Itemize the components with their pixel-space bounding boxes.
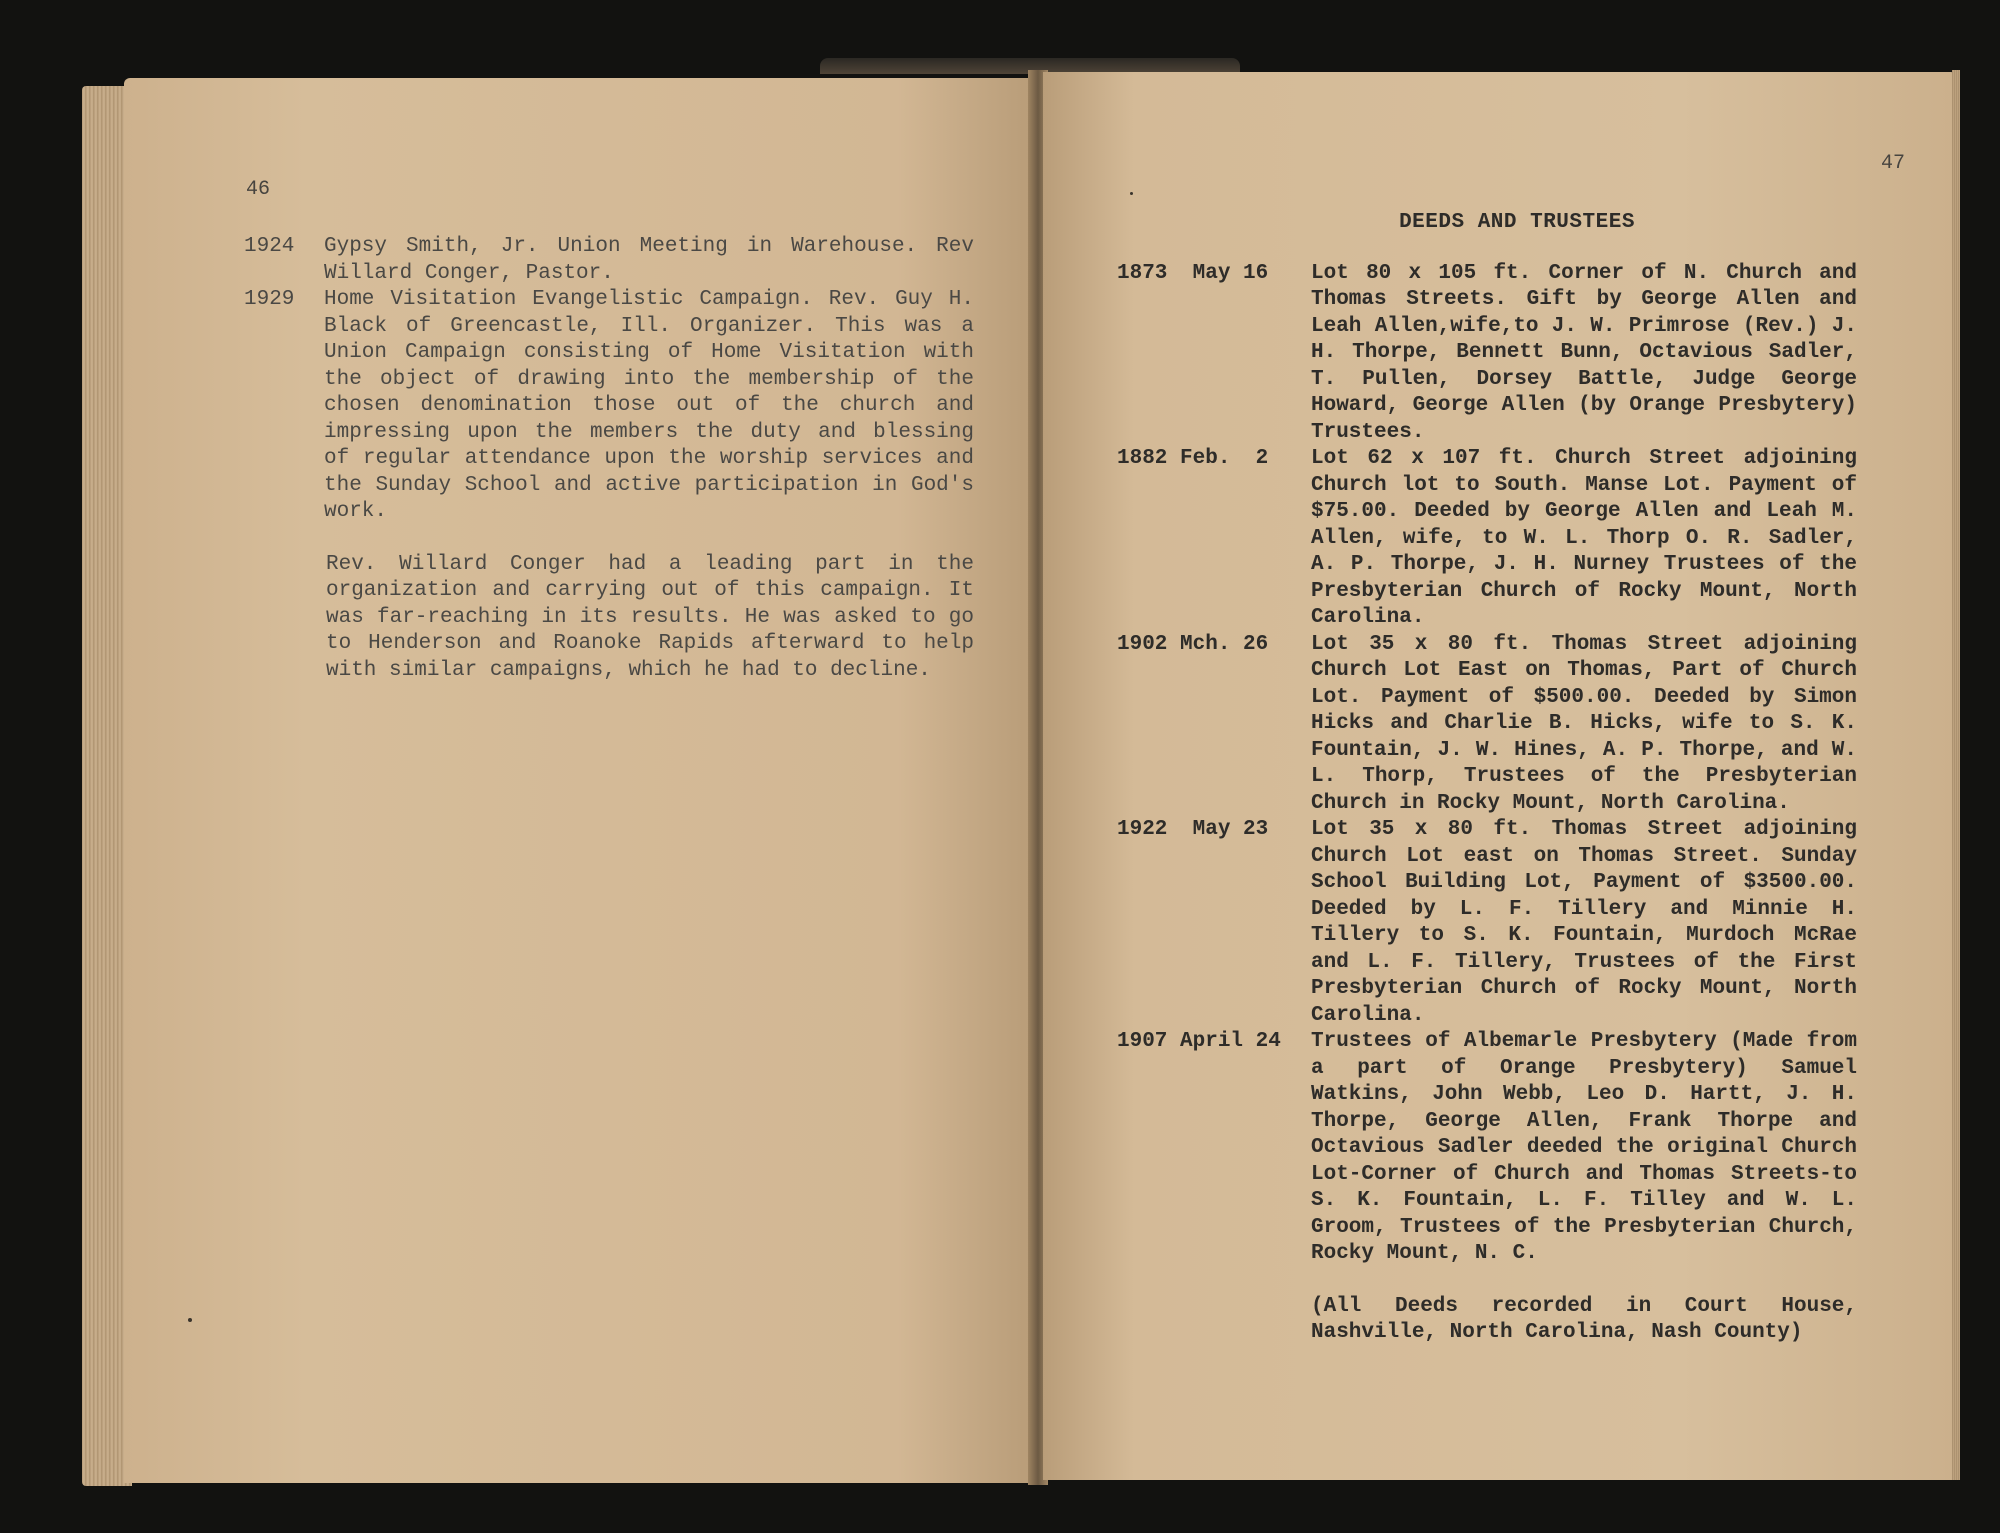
history-entry — [244, 287, 974, 526]
page-number: 46 — [246, 178, 271, 201]
deed-date: 1873 May 16 — [1117, 261, 1269, 285]
conger-paragraph: Rev. Willard Conger had a leading part in the organization and carrying out of this campaign. It was far-reaching in its results. He was asked to go to Henderson and Roanoke Rapids afterward to help with similar campaigns, which he had to decline. — [326, 552, 974, 682]
entry-year: 1929 — [244, 288, 295, 311]
deed-text: Lot 62 x 107 ft. Church Street adjoining Church lot to South. Manse Lot. Payment of $75.00. Deeded by George Allen and Leah M. Allen, wife, to W. L. Thorp O. R. Sadler, A. P. Thorpe, J. H. Nurney Trustees of the Presbyterian Church of Rocky Mount, North Carolina. — [1311, 447, 1857, 629]
right-page — [1043, 72, 1955, 1480]
deed-date: 1902 Mch. 26 — [1117, 632, 1269, 656]
history-entry — [244, 234, 974, 287]
deed-text: Trustees of Albemarle Presbytery (Made from a part of Orange Presbytery) Samuel Watkins, John Webb, Leo D. Hartt, J. H. Thorpe, George Allen, Frank Thorpe and Octavious Sadler deeded the original Church Lot-Corner of Church and Thomas Streets-to S. K. Fountain, L. F. Tilley and W. L. Groom, Trustees of the Presbyterian Church, Rocky Mount, N. C. — [1311, 1030, 1857, 1265]
section-heading: DEEDS AND TRUSTEES — [1399, 211, 1635, 234]
deed-entry — [1117, 632, 1857, 818]
entry-text: Home Visitation Evangelistic Campaign. Rev. Guy H. Black of Greencastle, Ill. Organizer. This was a Union Campaign consisting of Home Visitation with the object of drawing into the membership of the chosen denomination those out of the church and impressing upon the members the duty and blessing of regular attendance upon the worship services and the Sunday School and active participation in God's work. — [324, 288, 974, 523]
deed-entry — [1117, 261, 1857, 447]
deed-text: Lot 35 x 80 ft. Thomas Street adjoining Church Lot East on Thomas, Part of Church Lot. Payment of $500.00. Deeded by Simon Hicks and Charlie B. Hicks, wife to S. K. Fountain, J. W. Hines, A. P. Thorpe, and W. L. Thorp, Trustees of the Presbyterian Church in Rocky Mount, North Carolina. — [1311, 632, 1857, 815]
deed-date: 1882 Feb. 2 — [1117, 447, 1269, 470]
deed-text: Lot 80 x 105 ft. Corner of N. Church and Thomas Streets. Gift by George Allen and Leah Allen,wife,to J. W. Primrose (Rev.) J. H. Thorpe, Bennett Bunn, Octavious Sadler, T. Pullen, Dorsey Battle, Judge George Howard, George Allen (by Orange Presbytery) Trustees. — [1311, 261, 1857, 444]
deed-entry — [1117, 1029, 1857, 1268]
deed-text: Lot 35 x 80 ft. Thomas Street adjoining Church Lot east on Thomas Street. Sunday School Building Lot, Payment of $3500.00. Deeded by L. F. Tillery and Minnie H. Tillery to S. K. Fountain, Murdoch McRae and L. F. Tillery, Trustees of the First Presbyterian Church of Rocky Mount, North Carolina. — [1311, 818, 1857, 1027]
deed-entry — [1117, 817, 1857, 1029]
entry-year: 1924 — [244, 235, 295, 258]
deed-date: 1907 April 24 — [1117, 1030, 1281, 1053]
right-page-text — [1117, 210, 1857, 1347]
paper-speck — [1130, 192, 1133, 195]
page-number: 47 — [1880, 152, 1905, 175]
recording-note: (All Deeds recorded in Court House, Nashville, North Carolina, Nash County) — [1311, 1294, 1857, 1344]
page-stack-edge — [1952, 70, 1960, 1480]
paper-speck — [188, 1318, 192, 1322]
deed-date: 1922 May 23 — [1117, 818, 1269, 841]
left-page — [124, 78, 1034, 1483]
left-page-text — [244, 234, 974, 684]
entry-text: Gypsy Smith, Jr. Union Meeting in Warehouse. Rev Willard Conger, Pastor. — [324, 235, 974, 285]
deed-entry — [1117, 446, 1857, 632]
